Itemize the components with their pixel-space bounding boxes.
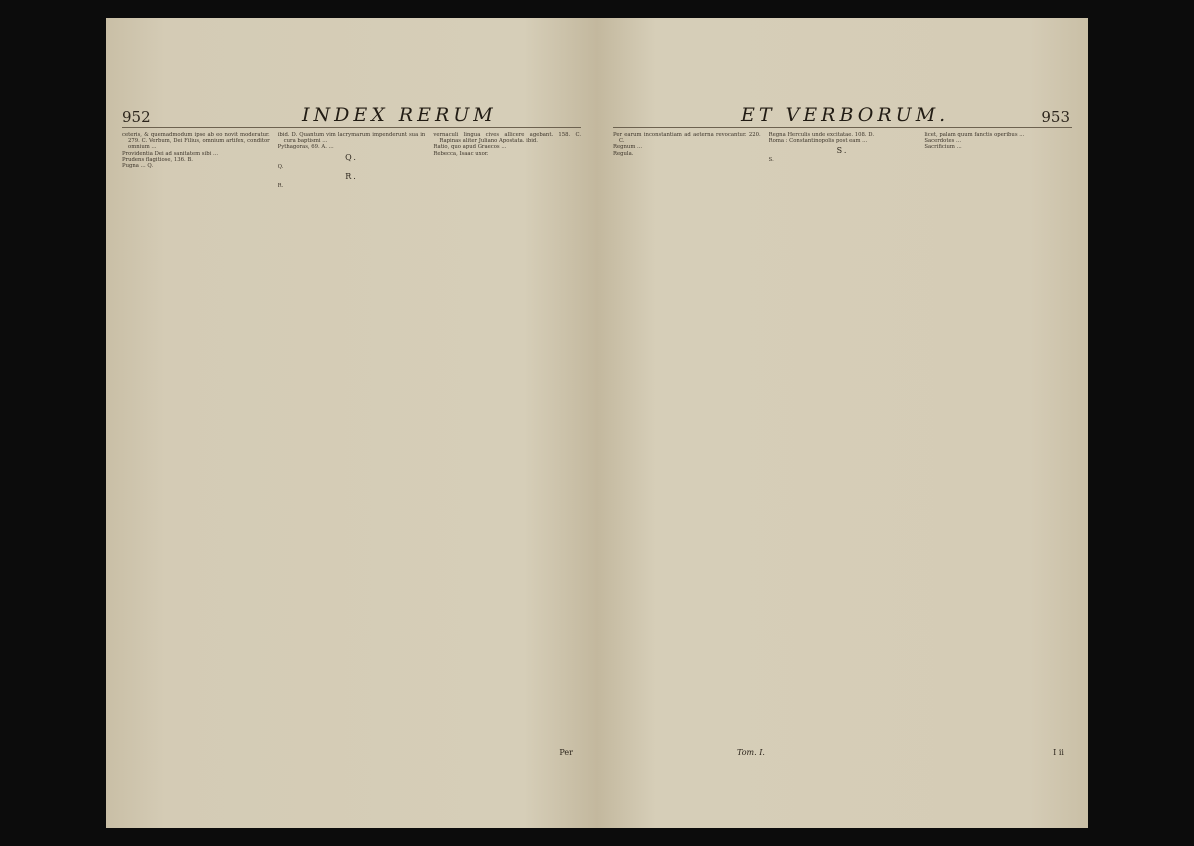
index-entry: Roma : Constantinopolis post eam ...: [768, 138, 868, 145]
index-entry: ceteris, & quemadmodum ipse ab eo novit moderatur. 279. C. Verbum, Dei Filius, omnium artifex, conditor omnium ...: [122, 132, 270, 151]
index-entry: Q.: [277, 163, 284, 170]
index-entry: Per earum inconstantiam ad aeterna revocantur. 220. C.: [613, 132, 761, 145]
left-head-rule: [122, 127, 581, 128]
index-entry: R.: [277, 182, 284, 189]
index-entry: ibid. D. Quantum vim lacrymarum impenderunt sua in cura baptismi ...: [277, 132, 426, 145]
left-column-1: [122, 132, 270, 750]
right-column-3: [924, 132, 1072, 750]
left-footer: [106, 748, 597, 762]
section-letter-r: R.: [345, 171, 358, 181]
signature-mark: I ii: [1053, 748, 1064, 757]
index-entry: Regna Herculis unde excitatae. 108. D.: [768, 132, 875, 138]
index-entry: Pythagoras, 69. A. ...: [277, 144, 334, 151]
index-entry: Sacrificium ...: [924, 144, 962, 151]
section-letter-s: S.: [836, 146, 849, 156]
right-page-number: 953: [1041, 108, 1070, 126]
index-entry: Providentia Dei ad sanitatem sibi ...: [122, 150, 219, 157]
left-column-3: [433, 132, 581, 750]
index-entry: Ratio, quo apud Graecos ...: [433, 144, 507, 151]
left-index-columns: [122, 132, 581, 750]
section-letter-q: Q.: [345, 152, 358, 162]
index-entry: Prudens flagitiose, 136. B.: [122, 156, 193, 163]
index-entry: S.: [768, 157, 774, 164]
index-entry: vernaculi lingua cives allicere agebant. 158. C. Rapinas aliter Juliano Apostata. ibid.: [433, 132, 582, 145]
right-column-1: [613, 132, 761, 750]
right-page: [597, 18, 1088, 828]
left-running-title: INDEX RERUM: [302, 104, 497, 126]
right-head-rule: [613, 127, 1072, 128]
index-entry: Sacerdotes ...: [924, 138, 962, 145]
right-index-columns: [613, 132, 1072, 750]
right-footer: [597, 748, 1088, 762]
right-running-head: [597, 104, 1088, 126]
left-page-number: 952: [122, 108, 151, 126]
index-entry: licet, palam quum fanctis operibus ...: [924, 132, 1025, 138]
catchword: Per: [559, 748, 573, 757]
right-column-2: [769, 132, 917, 750]
left-column-2: [278, 132, 426, 750]
index-entry: Regnum ...: [613, 144, 643, 151]
left-page: [106, 18, 597, 828]
index-entry: Pugna ... Q.: [122, 163, 154, 170]
right-running-title: ET VERBORUM.: [741, 104, 950, 126]
left-running-head: [106, 104, 597, 126]
volume-signature: Tom. I.: [737, 748, 765, 757]
index-entry: Rebecca, Isaac uxor.: [433, 150, 489, 157]
index-entry: Regula.: [613, 150, 634, 157]
